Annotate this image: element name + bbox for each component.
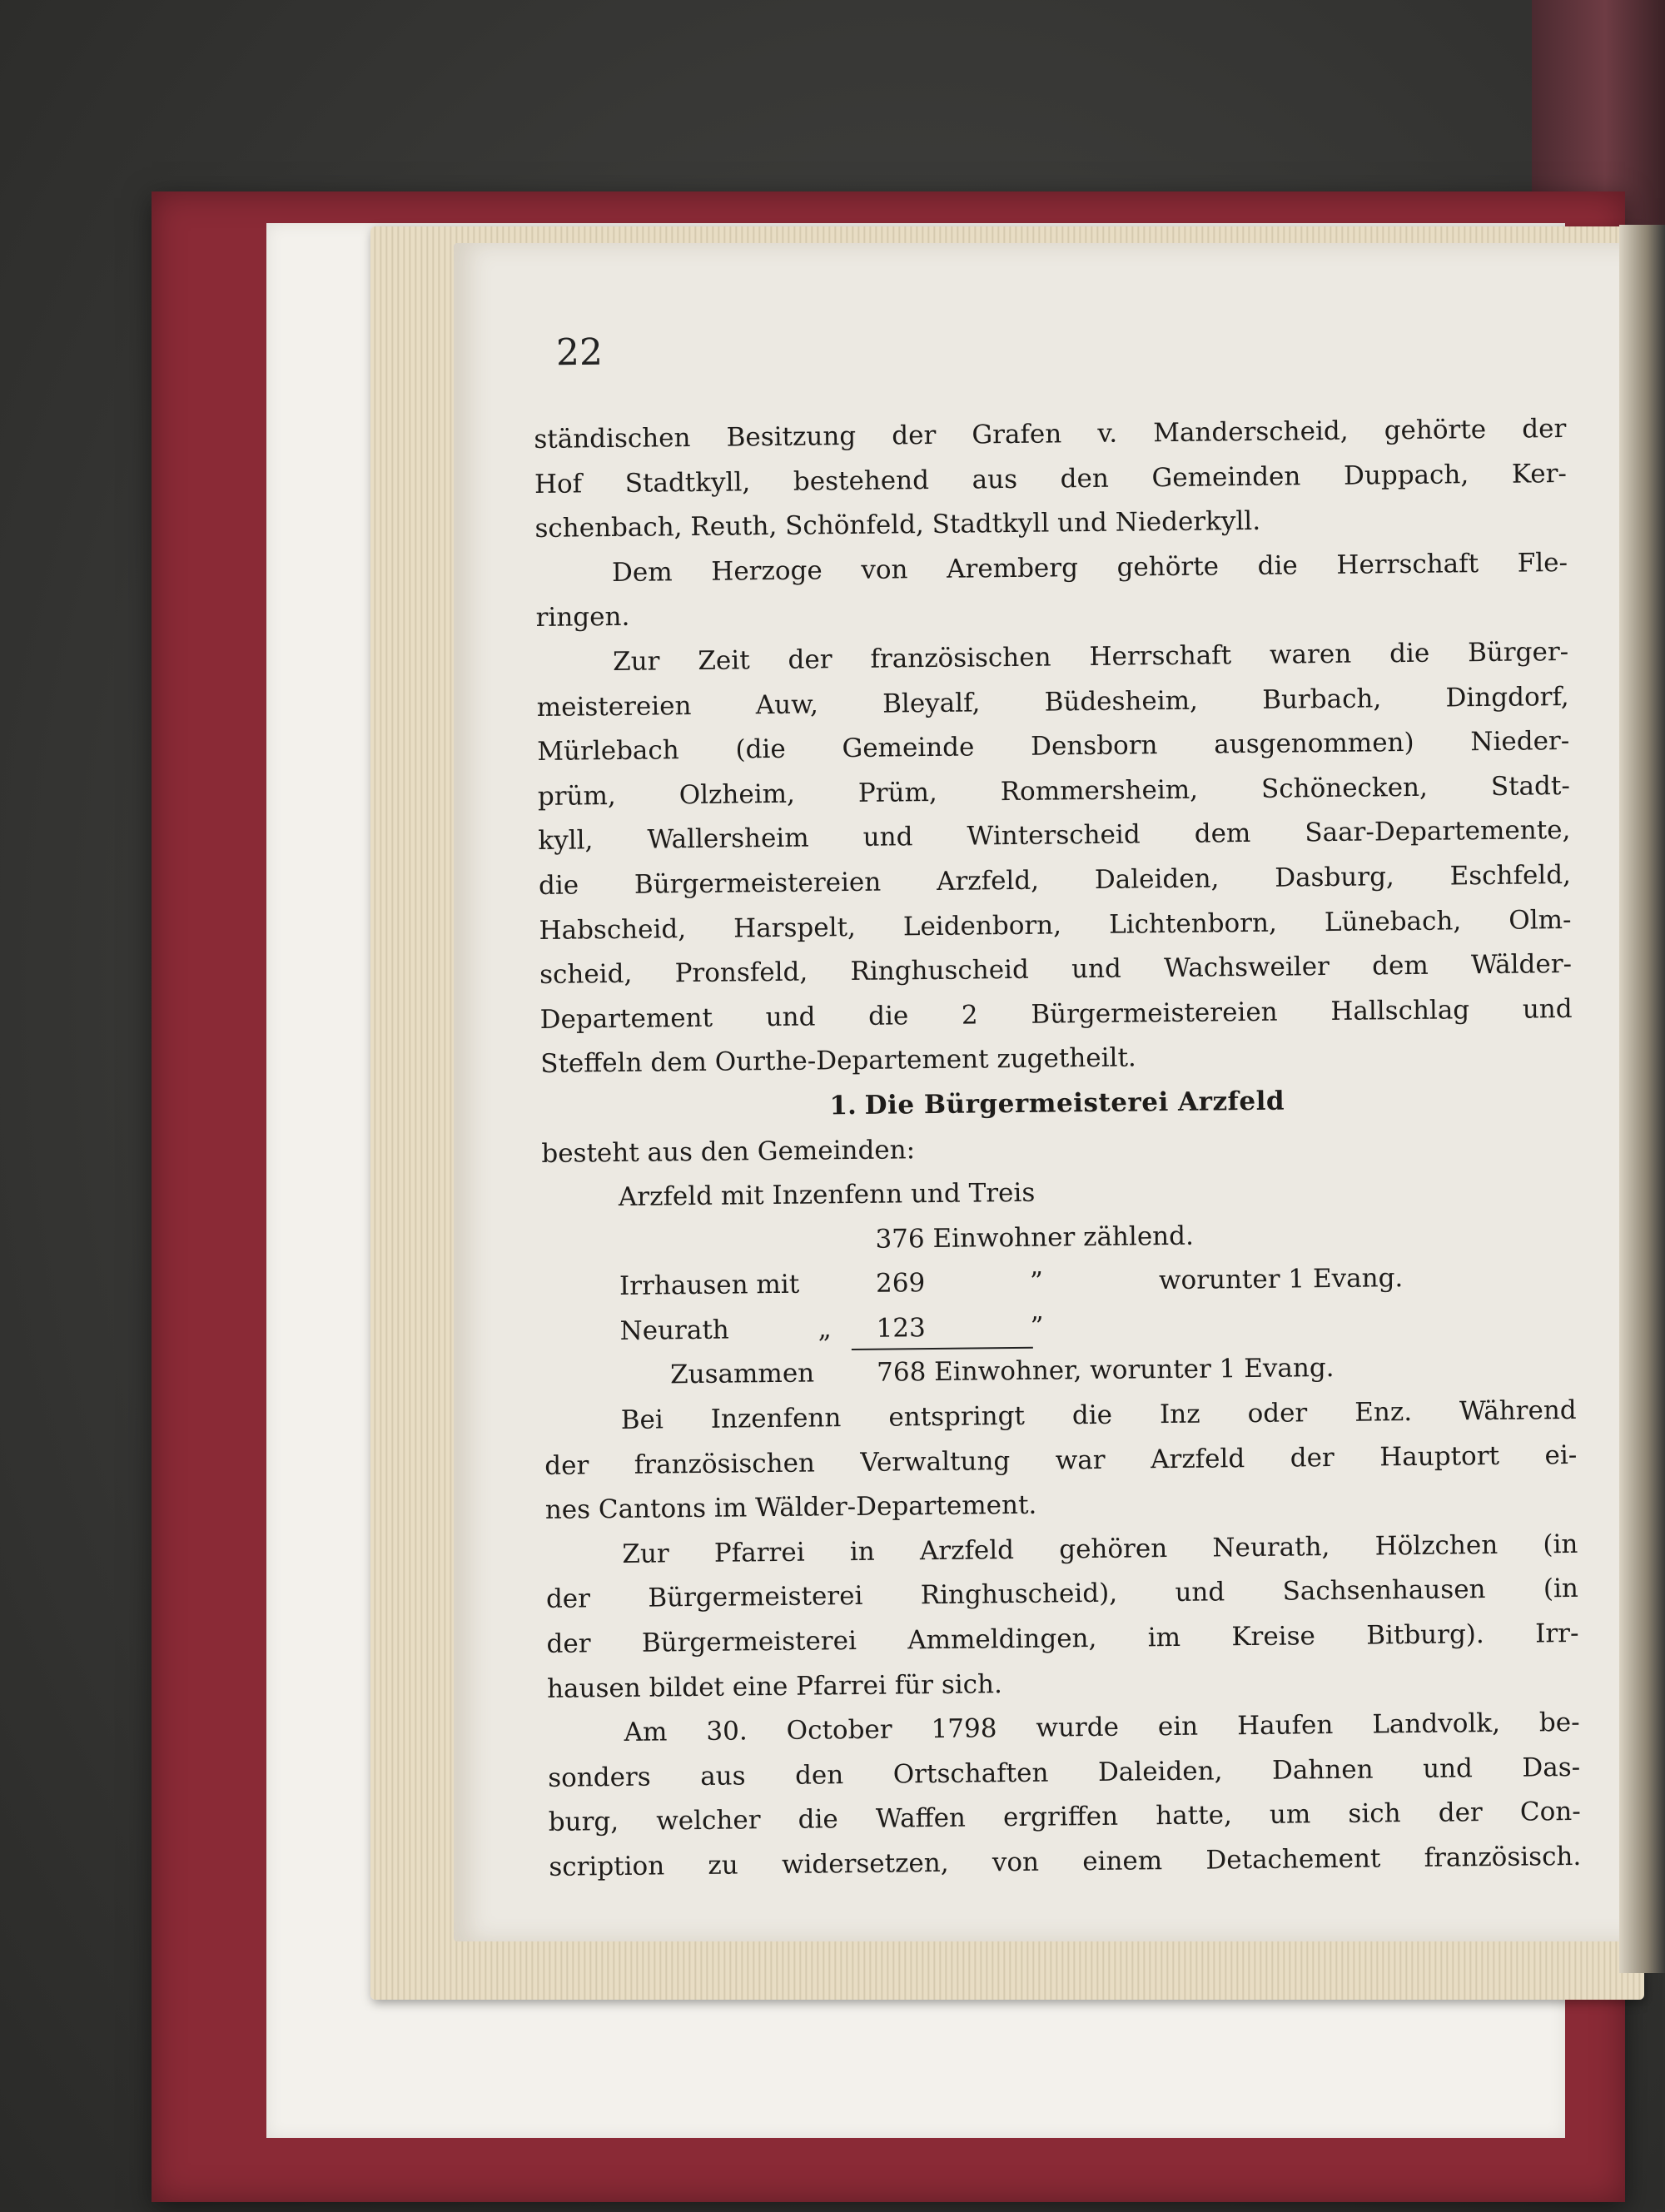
text-line: sonders aus den Ortschaften Daleiden, Dahnen und Das-	[548, 1752, 1581, 1793]
population-note: worunter 1 Evang.	[1158, 1263, 1404, 1296]
text-line: Dem Herzoge von Aremberg gehörte die Herrschaft Fle-	[611, 547, 1568, 588]
text-line: meistereien Auw, Bleyalf, Büdesheim, Burbach, Dingdorf,	[536, 681, 1569, 723]
total-count: 768 Einwohner, worunter 1 Evang.	[876, 1353, 1334, 1389]
text-line: prüm, Olzheim, Prüm, Rommersheim, Schönecken, Stadt-	[537, 770, 1571, 812]
text-line: nes Cantons im Wälder-Departement.	[544, 1489, 1037, 1526]
text-line: burg, welcher die Waffen ergriffen hatte, um sich der Con-	[548, 1797, 1581, 1838]
text-line: ständischen Besitzung der Grafen v. Manderscheid, gehörte der	[534, 414, 1567, 455]
text-line: Zur Zeit der französischen Herrschaft waren die Bürger-	[613, 636, 1569, 677]
text-line: kyll, Wallersheim und Winterscheid dem Saar-Departemente,	[538, 815, 1571, 857]
population-place: Irrhausen mit	[619, 1269, 800, 1302]
text-line: Steffeln dem Ourthe-Departement zugetheilt.	[540, 1042, 1136, 1080]
text-line: Habscheid, Harspelt, Leidenborn, Lichtenborn, Lünebach, Olm-	[539, 904, 1572, 946]
text-line: schenbach, Reuth, Schönfeld, Stadtkyll und Niederkyll.	[534, 506, 1261, 544]
text-line: scription zu widersetzen, von einem Detachement französisch.	[549, 1841, 1582, 1882]
text-line: hausen bildet eine Pfarrei für sich.	[546, 1668, 1003, 1704]
population-line: Arzfeld mit Inzenfenn und Treis	[618, 1177, 1036, 1213]
text-line: Bei Inzenfenn entspringt die Inz oder Enz. Während	[620, 1395, 1577, 1436]
text-line: Mürlebach (die Gemeinde Densborn ausgenommen) Nieder-	[537, 726, 1570, 768]
text-line: Am 30. October 1798 wurde ein Haufen Landvolk, be-	[624, 1707, 1580, 1748]
section-title: Die Bürgermeisterei Arzfeld	[864, 1086, 1285, 1121]
population-place: Neurath	[619, 1315, 729, 1346]
text-line: der Bürgermeisterei Ammeldingen, im Kreise Bitburg). Irr-	[546, 1618, 1579, 1659]
total-label: Zusammen	[669, 1358, 815, 1390]
ditto-mark: ”	[1029, 1266, 1044, 1298]
ditto-mark: „	[818, 1314, 832, 1345]
text-line: Hof Stadtkyll, bestehend aus den Gemeinden Duppach, Ker-	[534, 458, 1568, 500]
text-line: Departement und die 2 Bürgermeistereien Hallschlag und	[539, 993, 1573, 1035]
text-line: scheid, Pronsfeld, Ringhuscheid und Wachsweiler dem Wälder-	[539, 949, 1573, 991]
text-line: die Bürgermeistereien Arzfeld, Daleiden, Dasburg, Eschfeld,	[538, 859, 1572, 901]
population-count: 123	[876, 1313, 926, 1344]
population-count: 269	[875, 1268, 926, 1300]
book-gutter	[1619, 225, 1665, 1973]
text-line: der Bürgermeisterei Ringhuscheid), und Sachsenhausen (in	[545, 1573, 1579, 1615]
section-number: 1.	[829, 1090, 857, 1121]
population-count: 376 Einwohner zählend.	[875, 1220, 1195, 1255]
text-line: der französischen Verwaltung war Arzfeld der Hauptort ei-	[544, 1439, 1578, 1481]
page-number: 22	[555, 331, 604, 375]
text-line: besteht aus den Gemeinden:	[541, 1134, 916, 1169]
page-text	[533, 318, 1582, 1890]
text-line: Zur Pfarrei in Arzfeld gehören Neurath, Hölzchen (in	[622, 1529, 1578, 1569]
ditto-mark: ”	[1030, 1311, 1044, 1342]
text-line: ringen.	[535, 602, 630, 634]
